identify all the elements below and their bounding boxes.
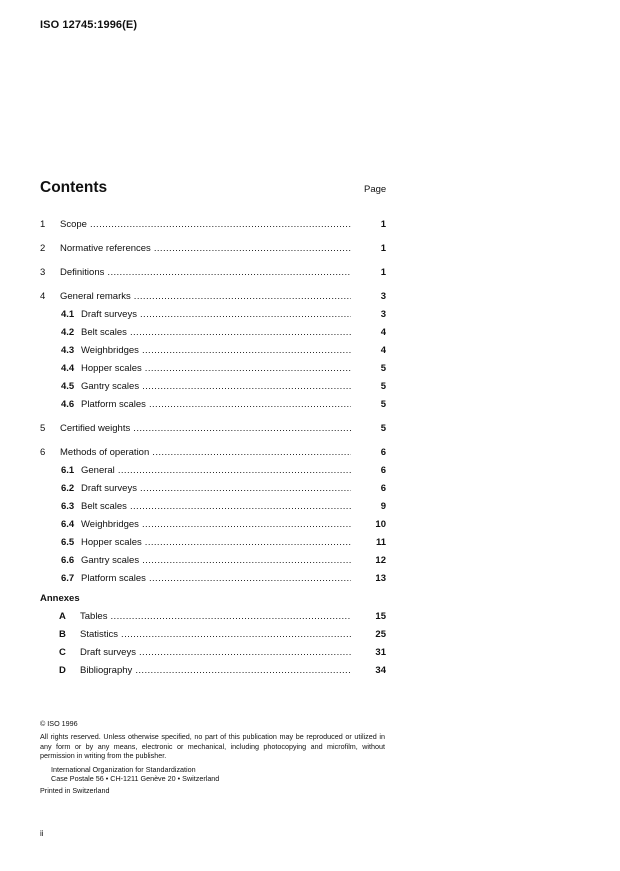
toc-entry-6-1[interactable] [40, 462, 386, 480]
toc-title: Hopper scales ..... [81, 360, 351, 378]
toc-title: Gantry scales ..... [81, 552, 351, 570]
toc-title: General remarks ..... [60, 288, 351, 306]
toc-page: 6 [380, 447, 386, 458]
toc-entry-1[interactable] [40, 216, 386, 234]
toc-number: 4.4 [61, 363, 75, 374]
toc-title: Draft surveys ..... [81, 480, 351, 498]
toc-page: 6 [380, 465, 386, 476]
toc-entry-6[interactable] [40, 444, 386, 462]
toc-entry-4-6[interactable] [40, 396, 386, 414]
annexes-heading: Annexes [40, 593, 80, 604]
toc-page: 4 [380, 345, 386, 356]
toc-annex-d[interactable] [40, 662, 386, 680]
publisher-org: International Organization for Standardization [51, 764, 196, 774]
toc-page: 5 [380, 363, 386, 374]
publisher-postal: Case Postale 56 • CH-1211 Genève 20 • Switzerland [51, 774, 220, 784]
toc-annex-a[interactable] [40, 608, 386, 626]
page-number: ii [40, 829, 44, 838]
toc-title: Methods of operation ..... [60, 444, 351, 462]
toc-number: 4.6 [61, 399, 75, 410]
toc-title: Weighbridges ..... [81, 516, 351, 534]
toc-number: 4.2 [61, 327, 75, 338]
toc-number: 4 [40, 291, 46, 302]
toc-page: 3 [380, 309, 386, 320]
toc-number: 6.7 [61, 573, 75, 584]
toc-entry-6-3[interactable] [40, 498, 386, 516]
toc-title: Weighbridges ..... [81, 342, 351, 360]
toc-title: Draft surveys ..... [81, 306, 351, 324]
toc-annex-letter: D [59, 665, 66, 676]
toc-entry-6-6[interactable] [40, 552, 386, 570]
contents-title: Contents [40, 179, 108, 196]
document-id: ISO 12745:1996(E) [40, 19, 138, 31]
toc-number: 1 [40, 219, 46, 230]
toc-number: 4.1 [61, 309, 75, 320]
toc-title: Hopper scales ..... [81, 534, 351, 552]
toc-page: 31 [375, 647, 386, 658]
toc-entry-4[interactable] [40, 288, 386, 306]
copyright-line: © ISO 1996 [40, 719, 78, 728]
page-column-label: Page [364, 184, 387, 195]
toc-page: 25 [375, 629, 386, 640]
toc-page: 4 [380, 327, 386, 338]
toc-number: 4.5 [61, 381, 75, 392]
toc-number: 2 [40, 243, 46, 254]
toc-number: 6.2 [61, 483, 75, 494]
toc-title: Tables ..... [80, 608, 351, 626]
toc-entry-4-1[interactable] [40, 306, 386, 324]
toc-annex-letter: B [59, 629, 66, 640]
toc-title: Platform scales ..... [81, 570, 351, 588]
toc-page: 1 [380, 243, 386, 254]
toc-page: 15 [375, 611, 386, 622]
toc-entry-4-3[interactable] [40, 342, 386, 360]
toc-number: 6.4 [61, 519, 75, 530]
toc-title: Definitions ..... [60, 264, 351, 282]
toc-page: 11 [375, 537, 386, 548]
toc-number: 4.3 [61, 345, 75, 356]
table-of-contents [40, 216, 386, 680]
publisher-address [40, 765, 385, 784]
toc-title: Belt scales ..... [81, 324, 351, 342]
toc-entry-2[interactable] [40, 240, 386, 258]
toc-annex-b[interactable] [40, 626, 386, 644]
toc-title: Scope ..... [60, 216, 351, 234]
toc-number: 6.6 [61, 555, 75, 566]
toc-annex-c[interactable] [40, 644, 386, 662]
toc-number: 6.3 [61, 501, 75, 512]
toc-number: 6.5 [61, 537, 75, 548]
toc-number: 5 [40, 423, 46, 434]
toc-entry-4-5[interactable] [40, 378, 386, 396]
toc-title: Statistics ..... [80, 626, 351, 644]
toc-title: General ..... [81, 462, 351, 480]
toc-title: Normative references ..... [60, 240, 351, 258]
printed-in: Printed in Switzerland [40, 786, 110, 796]
toc-page: 34 [375, 665, 386, 676]
toc-title: Platform scales ..... [81, 396, 351, 414]
toc-entry-4-4[interactable] [40, 360, 386, 378]
toc-page: 6 [380, 483, 386, 494]
toc-title: Gantry scales ..... [81, 378, 351, 396]
toc-number: 3 [40, 267, 46, 278]
toc-page: 10 [375, 519, 386, 530]
toc-page: 9 [380, 501, 386, 512]
toc-title: Certified weights ..... [60, 420, 351, 438]
toc-entry-6-2[interactable] [40, 480, 386, 498]
toc-entry-6-4[interactable] [40, 516, 386, 534]
toc-entry-6-5[interactable] [40, 534, 386, 552]
toc-title: Bibliography ..... [80, 662, 351, 680]
toc-number: 6.1 [61, 465, 75, 476]
toc-title: Draft surveys ..... [80, 644, 351, 662]
toc-entry-5[interactable] [40, 420, 386, 438]
rights-statement: All rights reserved. Unless otherwise specified, no part of this publication may be reproduced or utilized in any form or by any means, electronic or mechanical, including photocopying and microfilm, without permission in writing from the publisher. [40, 732, 385, 761]
toc-title: Belt scales ..... [81, 498, 351, 516]
toc-page: 5 [380, 423, 386, 434]
toc-page: 5 [380, 381, 386, 392]
toc-page: 12 [375, 555, 386, 566]
toc-page: 13 [375, 573, 386, 584]
toc-entry-6-7[interactable] [40, 570, 386, 588]
toc-entry-4-2[interactable] [40, 324, 386, 342]
toc-annex-letter: C [59, 647, 66, 658]
toc-number: 6 [40, 447, 46, 458]
copyright-block [40, 719, 385, 796]
toc-page: 5 [380, 399, 386, 410]
toc-annex-letter: A [59, 611, 66, 622]
toc-page: 1 [380, 219, 386, 230]
toc-page: 3 [380, 291, 386, 302]
toc-page: 1 [380, 267, 386, 278]
toc-entry-3[interactable] [40, 264, 386, 282]
